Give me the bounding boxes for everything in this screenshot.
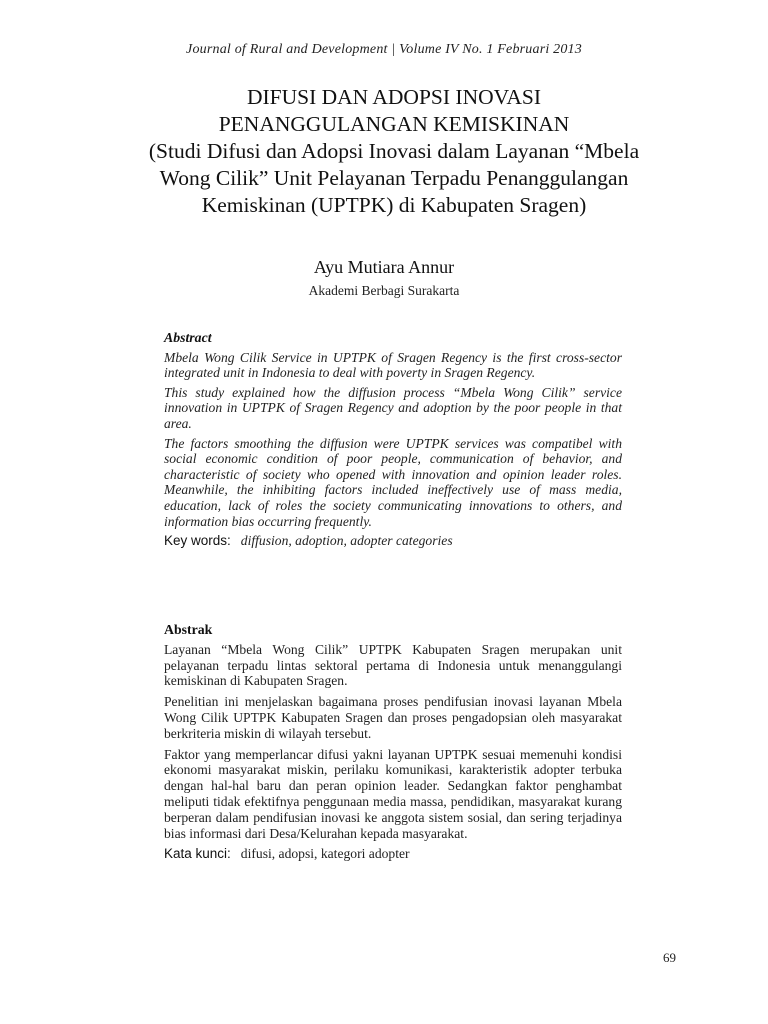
abstract-heading: Abstract (164, 330, 212, 345)
title-line: PENANGGULANGAN KEMISKINAN (218, 112, 570, 136)
abstract-paragraph: This study explained how the diffusion process “Mbela Wong Cilik” service innovation in UPTPK of Sragen Regency and adoption by the poor people in that area. (164, 384, 622, 431)
abstract-english (164, 330, 622, 549)
keywords-label: Key words: (164, 533, 231, 549)
title-line: (Studi Difusi dan Adopsi Inovasi dalam Layanan “Mbela (148, 139, 640, 163)
abstrak-paragraph: Layanan “Mbela Wong Cilik” UPTPK Kabupaten Sragen merupakan unit pelayanan terpadu lintas sektoral pertama di Indonesia untuk menanggulangi kemiskinan di Kabupaten Sragen. (164, 641, 622, 689)
abstract-paragraph: The factors smoothing the diffusion were UPTPK services was compatibel with social economic condition of poor people, communication of behavior, and characteristic of society who opened with innovation and opinion leader roles. Meanwhile, the inhibiting factors included ineffectively use of mass media, education, lack of roles the society communicating innovations to others, and information bias occurring frequently. (164, 435, 622, 529)
keywords-text: diffusion, adoption, adopter categories (240, 533, 453, 549)
kata-kunci-label: Kata kunci: (164, 846, 231, 862)
abstract-indonesian (164, 622, 622, 862)
keywords-line (164, 533, 622, 549)
abstrak-heading: Abstrak (164, 622, 213, 637)
title-line: DIFUSI DAN ADOPSI INOVASI (246, 85, 542, 109)
author-name: Ayu Mutiara Annur (313, 257, 455, 277)
journal-running-header: Journal of Rural and Development | Volume IV No. 1 Februari 2013 (186, 42, 582, 57)
abstrak-paragraph: Faktor yang memperlancar difusi yakni layanan UPTPK sesuai memenuhi kondisi ekonomi masyarakat miskin, perilaku komunikasi, karakteristik adopter terbuka dengan hal-hal baru dan peran opinion leader. Sedangkan faktor penghambat meliputi tidak efektifnya penggunaan media massa, pendidikan, masyarakat kurang berperan dalam pendifusian inovasi ke anggota sistem sosial, dan sering terjadinya bias informasi dari Desa/Kelurahan kepada masyarakat. (164, 746, 622, 841)
author-affiliation: Akademi Berbagi Surakarta (308, 283, 460, 298)
title-line: Kemiskinan (UPTPK) di Kabupaten Sragen) (201, 193, 587, 217)
paper-title (96, 84, 692, 219)
kata-kunci-line (164, 846, 622, 862)
kata-kunci-text: difusi, adopsi, kategori adopter (240, 846, 410, 862)
page-number: 69 (663, 950, 676, 965)
abstrak-paragraph: Penelitian ini menjelaskan bagaimana proses pendifusian inovasi layanan Mbela Wong Cilik UPTPK Kabupaten Sragen dan proses pengadopsian oleh masyarakat berkriteria miskin di wilayah tersebut. (164, 694, 622, 741)
abstract-paragraph: Mbela Wong Cilik Service in UPTPK of Sragen Regency is the first cross-sector integrated unit in Indonesia to deal with poverty in Sragen Regency. (164, 349, 622, 381)
title-line: Wong Cilik” Unit Pelayanan Terpadu Penanggulangan (159, 166, 629, 190)
